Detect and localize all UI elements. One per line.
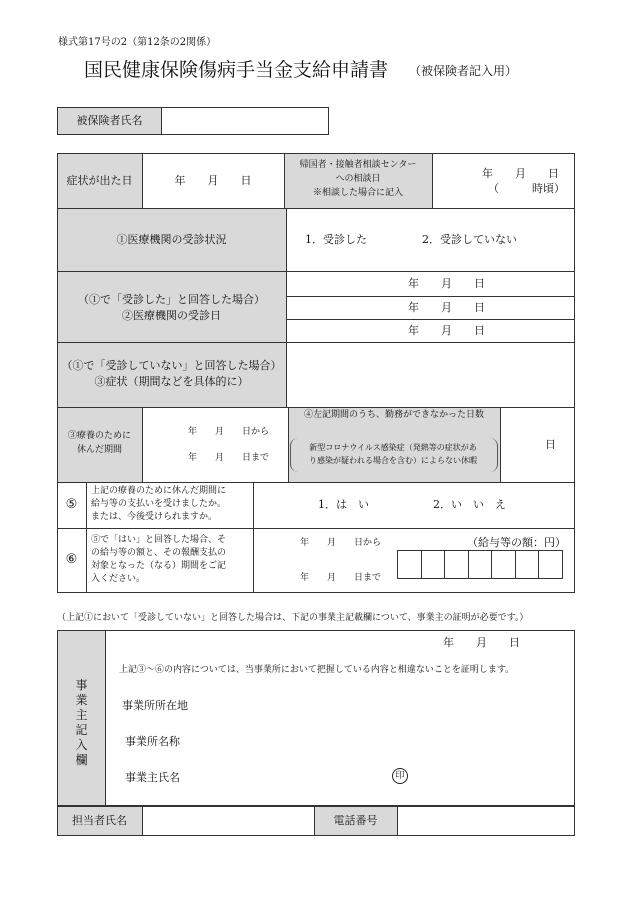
side-char: 事	[75, 678, 88, 692]
symptom-detail-field[interactable]	[287, 343, 574, 407]
question-5-line-2: 給与等の支払いを受けましたか。	[91, 499, 227, 509]
amount-digit[interactable]	[445, 551, 469, 578]
question-5-line-3: または、今後受けられますか。	[91, 512, 218, 522]
seal-mark-icon: 印	[392, 768, 408, 784]
question-6-line-4: 入ください。	[91, 574, 146, 584]
question-5-line-1: 上記の療養のために休んだ期間に	[91, 486, 227, 496]
certify-text: 上記③～⑥の内容については、当事業所において把握している内容と相違ないことを証明します。	[119, 665, 515, 675]
visit-dates-label-1: （①で「受診した」と回答した場合）	[78, 293, 265, 306]
insured-name-field[interactable]	[162, 107, 329, 135]
visit-date-2[interactable]: 年 月 日	[408, 301, 485, 314]
leave-note-1: 新型コロナウイルス感染症（発熱等の症状があ	[309, 443, 477, 452]
consult-center-label-2: への相談日	[335, 174, 381, 184]
consult-date-field[interactable]: 年 月 日	[482, 167, 559, 180]
days-unit: 日	[545, 438, 556, 451]
question-6-line-2: の給与等の額と、その報酬支払の	[91, 548, 227, 558]
symptom-date-field[interactable]: 年 月 日	[174, 173, 252, 187]
question-6-number: ⑥	[65, 552, 78, 568]
side-char: 入	[75, 738, 88, 752]
page-subtitle: （被保険者記入用）	[409, 64, 518, 78]
form-number: 様式第17号の2（第12条の2関係）	[58, 37, 217, 48]
owner-name-label: 事業主氏名	[125, 771, 180, 784]
amount-digit[interactable]	[422, 551, 446, 578]
rest-from-date[interactable]: 年 月 日から	[188, 427, 270, 437]
question-6-line-1: ⑤で「はい」と回答した場合、そ	[91, 535, 227, 545]
amount-digit[interactable]	[516, 551, 540, 578]
amount-digit[interactable]	[469, 551, 493, 578]
staff-name-label: 担当者氏名	[72, 814, 127, 828]
consult-time-field[interactable]: （ 時頃）	[488, 182, 565, 195]
rest-period-label-1: ③療養のために	[67, 431, 131, 441]
visit-date-3[interactable]: 年 月 日	[408, 324, 485, 337]
option-visited[interactable]: 1．受診した	[305, 233, 367, 246]
question-5-number: ⑤	[65, 496, 78, 512]
insured-name-label: 被保険者氏名	[76, 114, 143, 128]
visit-dates-label-2: ②医療機関の受診日	[122, 309, 221, 322]
phone-label: 電話番号	[333, 814, 378, 828]
amount-digit-boxes[interactable]	[397, 550, 563, 579]
side-char: 記	[75, 723, 88, 737]
option-yes[interactable]: 1．は い	[318, 498, 369, 511]
office-name-label: 事業所名称	[125, 735, 180, 748]
consult-center-note: ※相談した場合に記入	[312, 188, 403, 198]
question-6-line-3: 対象となった（なる）期間をご記	[91, 561, 227, 571]
employer-side-label	[58, 678, 105, 768]
days-label: ④左記期間のうち、勤務ができなかった日数	[303, 410, 484, 420]
amount-label: （給与等の額：円）	[467, 536, 566, 549]
amount-digit[interactable]	[539, 551, 562, 578]
visit-date-1[interactable]: 年 月 日	[408, 277, 485, 290]
symptom-detail-label-1: （①で「受診していない」と回答した場合）	[61, 359, 282, 372]
symptom-detail-label-2: ③症状（期間などを具体的に）	[94, 375, 249, 388]
symptom-date-label: 症状が出た日	[66, 173, 133, 187]
amount-digit[interactable]	[492, 551, 516, 578]
staff-name-field[interactable]	[143, 807, 314, 835]
office-address-label: 事業所所在地	[122, 699, 188, 712]
side-char: 主	[75, 708, 88, 722]
page-title: 国民健康保険傷病手当金支給申請書	[84, 59, 389, 81]
side-char: 業	[75, 693, 88, 707]
rest-period-label-2: 休んだ期間	[76, 445, 122, 455]
phone-field[interactable]	[398, 807, 574, 835]
medical-status-label: ①医療機関の受診状況	[116, 232, 227, 246]
option-not-visited[interactable]: 2．受診していない	[422, 233, 517, 246]
employer-note: （上記①において「受診していない」と回答した場合は、下記の事業主記載欄について、事業主の証明が必要です。）	[57, 613, 529, 623]
consult-center-label-1: 帰国者・接触者相談センター	[299, 160, 417, 170]
pay-to-date[interactable]: 年 月 日まで	[300, 573, 382, 583]
leave-note-2: り感染が疑われる場合を含む）によらない休暇	[309, 456, 477, 465]
amount-digit[interactable]	[398, 551, 422, 578]
rest-to-date[interactable]: 年 月 日まで	[188, 453, 270, 463]
employer-date-field[interactable]: 年 月 日	[443, 636, 520, 649]
option-no[interactable]: 2．い い え	[433, 498, 506, 511]
side-char: 欄	[75, 753, 88, 767]
pay-from-date[interactable]: 年 月 日から	[300, 538, 382, 548]
